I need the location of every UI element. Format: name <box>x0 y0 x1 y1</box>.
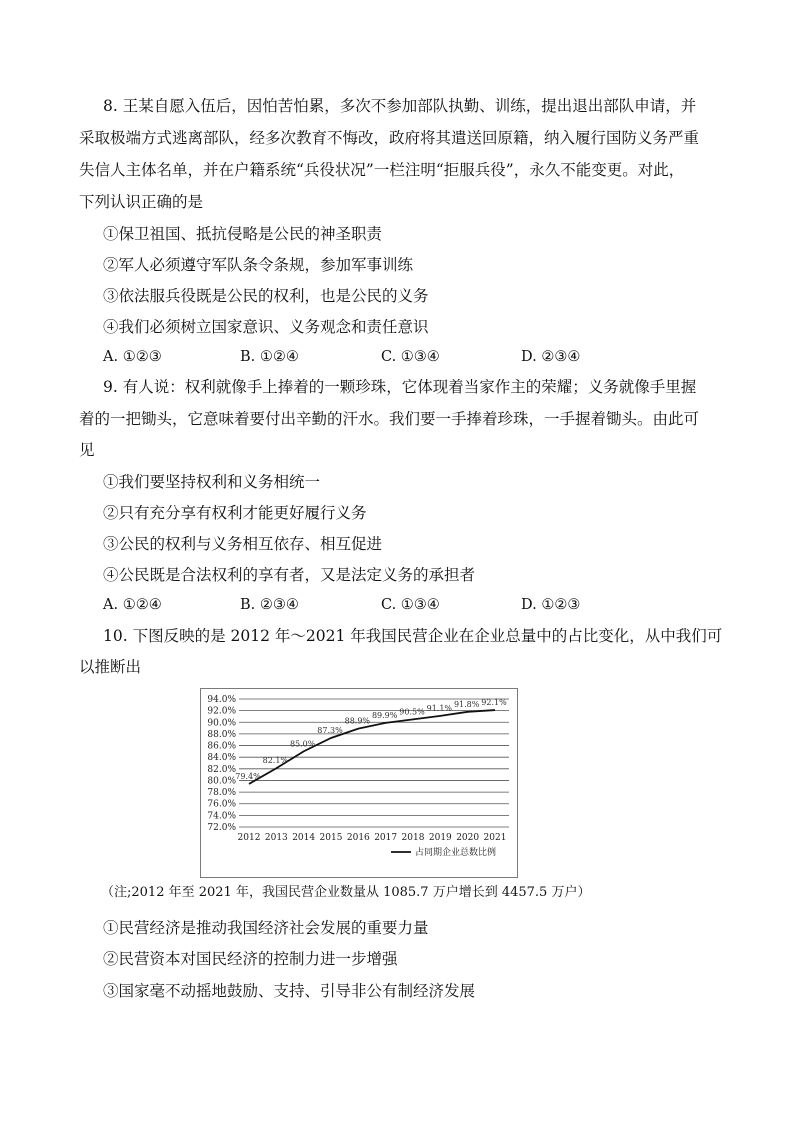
y-tick-label: 80.0% <box>207 776 236 787</box>
q8-line-1: 8. 王某自愿入伍后，因怕苦怕累，多次不参加部队执勤、训练，提出退出部队申请，并 <box>103 97 697 115</box>
q9-choice-b[interactable]: B. ②③④ <box>240 597 299 613</box>
y-tick-label: 94.0% <box>207 695 236 705</box>
data-label: 90.5% <box>399 707 425 717</box>
q8-option-3: ③依法服兵役既是公民的权利，也是公民的义务 <box>103 287 429 305</box>
q8-choices <box>103 347 623 367</box>
q8-option-4: ④我们必须树立国家意识、义务观念和责任意识 <box>103 318 429 336</box>
q9-option-3: ③公民的权利与义务相互依存、相互促进 <box>103 535 383 553</box>
y-tick-label: 82.0% <box>207 764 236 775</box>
y-tick-label: 74.0% <box>207 811 236 822</box>
data-label: 85.0% <box>289 739 316 749</box>
q8-line-2: 采取极端方式逃离部队，经多次教育不悔改，政府将其遣送回原籍，纳入履行国防义务严重 <box>79 129 700 147</box>
q8-choice-a[interactable]: A. ①②③ <box>103 349 162 365</box>
q9-choice-a[interactable]: A. ①②④ <box>103 597 162 613</box>
data-label: 88.9% <box>344 716 371 726</box>
data-label: 91.1% <box>426 703 453 713</box>
chart-svg <box>201 689 517 877</box>
q9-choice-c[interactable]: C. ①③④ <box>381 597 440 613</box>
x-tick-label: 2013 <box>264 833 288 843</box>
q10-option-1: ①民营经济是推动我国经济社会发展的重要力量 <box>103 919 429 937</box>
y-tick-label: 84.0% <box>207 753 236 764</box>
y-tick-label: 88.0% <box>207 729 236 740</box>
q9-choices <box>103 595 623 615</box>
x-tick-label: 2016 <box>346 833 370 843</box>
y-tick-label: 72.0% <box>207 823 236 833</box>
data-label: 79.4% <box>235 771 261 781</box>
x-tick-label: 2019 <box>428 833 452 843</box>
q9-line-2: 着的一把锄头，它意味着要付出辛勤的汗水。我们要一手捧着珍珠，一手握着锄头。由此可 <box>79 410 700 428</box>
x-tick-label: 2020 <box>456 833 480 843</box>
q9-line-3: 见 <box>79 441 95 459</box>
q10-line-1: 10. 下图反映的是 2012 年～2021 年我国民营企业在企业总量中的占比变化，从中我们可 <box>103 627 723 645</box>
chart-note: （注;2012 年至 2021 年，我国民营企业数量从 1085.7 万户增长到 4457.5 万户） <box>101 885 591 900</box>
y-tick-label: 78.0% <box>207 788 236 799</box>
enterprise-share-chart <box>200 688 518 878</box>
q9-option-4: ④公民既是合法权利的享有者，又是法定义务的承担者 <box>103 566 476 584</box>
y-tick-label: 92.0% <box>207 706 236 717</box>
y-tick-label: 90.0% <box>207 718 236 729</box>
q9-option-1: ①我们要坚持权利和义务相统一 <box>103 473 321 491</box>
x-tick-label: 2012 <box>237 833 261 843</box>
q8-option-1: ①保卫祖国、抵抗侵略是公民的神圣职责 <box>103 225 383 243</box>
q9-line-1: 9. 有人说：权利就像手上捧着的一颗珍珠，它体现着当家作主的荣耀；义务就像手里握 <box>103 378 697 396</box>
data-label: 92.1% <box>481 698 507 708</box>
series-line <box>249 710 495 784</box>
data-label: 91.8% <box>453 699 480 709</box>
x-tick-label: 2015 <box>319 833 343 843</box>
q10-option-2: ②民营资本对国民经济的控制力进一步增强 <box>103 950 398 968</box>
y-tick-label: 76.0% <box>207 799 236 810</box>
q8-choice-b[interactable]: B. ①②④ <box>240 349 299 365</box>
q8-line-4: 下列认识正确的是 <box>79 193 204 211</box>
data-label: 87.3% <box>317 725 343 735</box>
q10-option-3: ③国家毫不动摇地鼓励、支持、引导非公有制经济发展 <box>103 982 476 1000</box>
y-tick-label: 86.0% <box>207 741 236 752</box>
data-label: 82.1% <box>262 756 289 766</box>
q8-choice-c[interactable]: C. ①③④ <box>381 349 440 365</box>
data-label: 89.9% <box>371 710 398 720</box>
x-tick-label: 2021 <box>483 833 507 843</box>
x-tick-label: 2017 <box>374 833 398 843</box>
q9-option-2: ②只有充分享有权利才能更好履行义务 <box>103 504 367 522</box>
x-tick-label: 2018 <box>401 833 425 843</box>
x-tick-label: 2014 <box>292 833 316 843</box>
q8-choice-d[interactable]: D. ②③④ <box>521 349 581 365</box>
legend-label: 占同期企业总数比例 <box>415 848 497 858</box>
q8-option-2: ②军人必须遵守军队条令条规，参加军事训练 <box>103 256 414 274</box>
q9-choice-d[interactable]: D. ①②③ <box>521 597 581 613</box>
q10-line-2: 以推断出 <box>79 658 142 676</box>
q8-line-3: 失信人主体名单，并在户籍系统“兵役状况”一栏注明“拒服兵役”，永久不能变更。对此， <box>79 161 685 179</box>
